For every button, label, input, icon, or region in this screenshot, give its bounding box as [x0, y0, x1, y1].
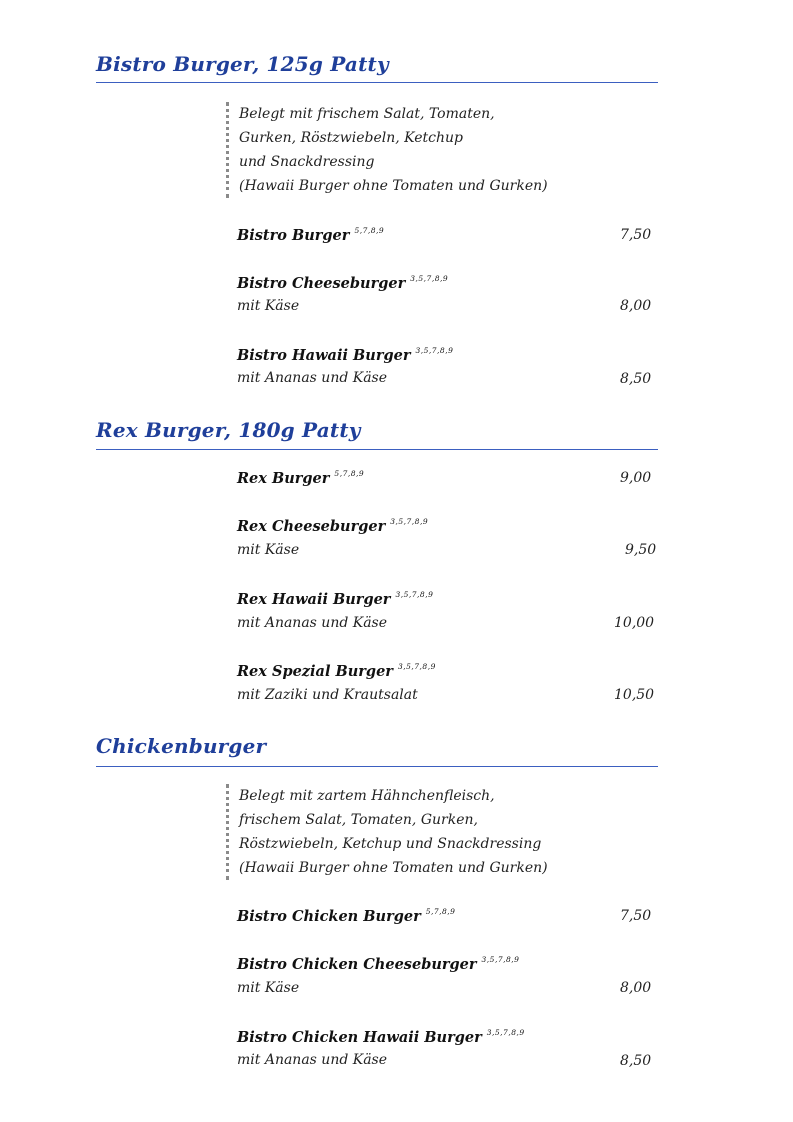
- allergen-codes: 3,5,7,8,9: [390, 517, 429, 526]
- menu-item-subtitle: mit Ananas und Käse: [237, 1052, 388, 1068]
- description-line: Belegt mit zartem Hähnchenfleisch,: [239, 788, 495, 804]
- menu-item-name: [237, 907, 455, 925]
- menu-item-subtitle: mit Käse: [237, 980, 300, 996]
- menu-item-price: 9,50: [625, 542, 657, 558]
- menu-item-name: [237, 955, 519, 973]
- item-name-text: Rex Spezial Burger: [237, 663, 393, 680]
- item-name-text: Rex Hawaii Burger: [237, 591, 391, 608]
- menu-item-subtitle: mit Ananas und Käse: [237, 615, 388, 631]
- section-divider: [96, 766, 658, 767]
- menu-item-name: [237, 1028, 525, 1046]
- item-name-text: Bistro Chicken Burger: [237, 908, 421, 925]
- description-line: (Hawaii Burger ohne Tomaten und Gurken): [239, 860, 548, 876]
- item-name-text: Bistro Hawaii Burger: [237, 347, 411, 364]
- menu-item-subtitle: mit Ananas und Käse: [237, 370, 388, 386]
- menu-item-subtitle: mit Zaziki und Krautsalat: [237, 687, 418, 703]
- menu-item-name: [237, 226, 384, 244]
- menu-item-price: 10,50: [614, 687, 655, 703]
- description-line: Gurken, Röstzwiebeln, Ketchup: [239, 130, 463, 146]
- description-line: frischem Salat, Tomaten, Gurken,: [239, 812, 478, 828]
- menu-item-name: [237, 590, 433, 608]
- allergen-codes: 3,5,7,8,9: [481, 955, 520, 964]
- item-name-text: Rex Cheeseburger: [237, 518, 386, 535]
- allergen-codes: 3,5,7,8,9: [397, 662, 436, 671]
- description-line: und Snackdressing: [239, 154, 375, 170]
- menu-item-subtitle: mit Käse: [237, 542, 300, 558]
- menu-item-name: [237, 517, 428, 535]
- menu-item-name: [237, 469, 364, 487]
- section-title-chickenburger: Chickenburger: [96, 734, 267, 758]
- section-divider: [96, 449, 658, 450]
- item-name-text: Bistro Cheeseburger: [237, 275, 406, 292]
- menu-item-price: 10,00: [614, 615, 655, 631]
- allergen-codes: 3,5,7,8,9: [415, 346, 454, 355]
- item-name-text: Bistro Chicken Hawaii Burger: [237, 1029, 482, 1046]
- menu-item-price: 8,00: [620, 980, 652, 996]
- description-line: (Hawaii Burger ohne Tomaten und Gurken): [239, 178, 548, 194]
- menu-item-price: 9,00: [620, 470, 652, 486]
- menu-item-price: 7,50: [620, 908, 652, 924]
- allergen-codes: 5,7,8,9: [425, 907, 456, 916]
- description-line: Röstzwiebeln, Ketchup und Snackdressing: [239, 836, 542, 852]
- menu-item-price: 7,50: [620, 227, 652, 243]
- menu-item-price: 8,50: [620, 371, 652, 387]
- menu-item-name: [237, 662, 436, 680]
- section-description: [226, 784, 548, 880]
- description-line: Belegt mit frischem Salat, Tomaten,: [239, 106, 495, 122]
- menu-item-subtitle: mit Käse: [237, 298, 300, 314]
- allergen-codes: 3,5,7,8,9: [410, 274, 449, 283]
- allergen-codes: 3,5,7,8,9: [486, 1028, 525, 1037]
- menu-item-name: [237, 274, 448, 292]
- item-name-text: Rex Burger: [237, 470, 330, 487]
- allergen-codes: 5,7,8,9: [354, 226, 385, 235]
- allergen-codes: 3,5,7,8,9: [395, 590, 434, 599]
- menu-item-name: [237, 346, 453, 364]
- section-divider: [96, 82, 658, 83]
- menu-item-price: 8,00: [620, 298, 652, 314]
- section-description: [226, 102, 548, 198]
- section-title-bistro-burger: Bistro Burger, 125g Patty: [96, 52, 389, 76]
- section-title-rex-burger: Rex Burger, 180g Patty: [96, 418, 361, 442]
- item-name-text: Bistro Chicken Cheeseburger: [237, 956, 477, 973]
- allergen-codes: 5,7,8,9: [334, 469, 365, 478]
- menu-item-price: 8,50: [620, 1053, 652, 1069]
- item-name-text: Bistro Burger: [237, 227, 350, 244]
